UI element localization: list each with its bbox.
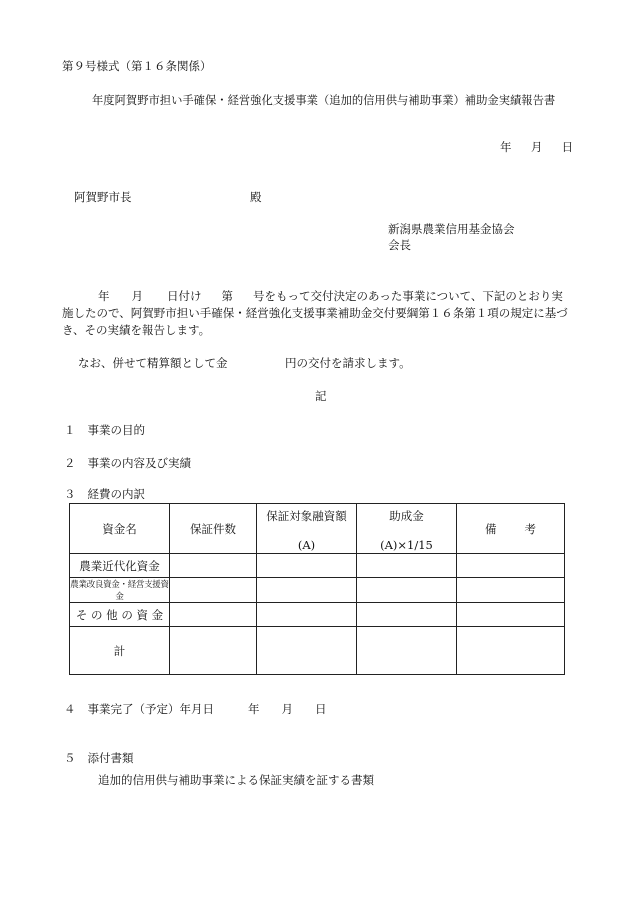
section-5 [64,752,134,766]
document-title: 年度阿賀野市担い手確保・経営強化支援事業（追加的信用供与補助事業）補助金実績報告書 [92,94,556,107]
cell-subsidy[interactable] [357,627,457,675]
header-guaranteed-amount [257,504,357,554]
section-5-detail: 追加的信用供与補助事業による保証実績を証する書類 [98,773,374,787]
header-subsidy-label: 助成金 [389,508,424,523]
body-para1-line2: 施したので、阿賀野市担い手確保・経営強化支援事業補助金交付要綱第１６条第１項の規定に基づ [62,306,568,320]
section-3-label: 経費の内訳 [87,487,145,501]
sender-title: 会長 [388,238,411,252]
date-month: 月 [530,140,543,154]
section-3-number: ３ [64,487,76,501]
table-row [70,627,565,675]
section-1 [64,424,145,438]
cell-guarantee-count[interactable] [170,603,257,627]
para1-year: 年 [98,289,110,303]
header-remarks-2: 考 [524,521,536,536]
section-4 [64,703,327,717]
body-para1-line3: き、その実績を報告します。 [62,323,211,337]
cell-guaranteed-amount[interactable] [257,627,357,675]
cell-subsidy[interactable] [357,603,457,627]
ki-marker: 記 [315,389,327,403]
cell-guaranteed-amount[interactable] [257,578,357,603]
section-1-label: 事業の目的 [87,423,145,437]
body-para2-suffix: 円の交付を請求します。 [285,356,411,370]
section-1-number: １ [64,423,76,437]
table-row [70,603,565,627]
section-4-year: 年 [248,702,260,716]
cell-remarks[interactable] [457,554,565,578]
header-guaranteed-amount-label: 保証対象融資額 [266,508,347,523]
cell-guaranteed-amount[interactable] [257,603,357,627]
form-number: 第９号様式（第１６条関係） [62,59,212,73]
cell-subsidy[interactable] [357,554,457,578]
table-row [70,554,565,578]
header-remarks-1: 備 [485,521,497,536]
row-label-other-fund: そ の 他 の 資 金 [70,603,170,627]
cell-guarantee-count[interactable] [170,578,257,603]
date-year: 年 [500,140,512,154]
section-2-number: ２ [64,456,76,470]
date-line [500,141,573,155]
para1-month: 月 [131,289,143,303]
header-fund-name: 資金名 [70,504,170,554]
addressee-honorific: 殿 [250,190,262,204]
cell-remarks[interactable] [457,578,565,603]
section-4-month: 月 [281,702,293,716]
body-para1-line1 [98,290,563,304]
section-4-label: 事業完了（予定）年月日 [87,702,214,716]
cell-remarks[interactable] [457,627,565,675]
sender-organization: 新潟県農業信用基金協会 [388,222,515,236]
row-label-modernization-fund: 農業近代化資金 [70,554,170,578]
section-3 [64,488,145,502]
expense-breakdown-table [69,503,565,675]
cell-guaranteed-amount[interactable] [257,554,357,578]
cell-remarks[interactable] [457,603,565,627]
header-guarantee-count: 保証件数 [170,504,257,554]
section-2-label: 事業の内容及び実績 [87,456,191,470]
para1-dated: 日付け [167,289,202,303]
header-subsidy [357,504,457,554]
para1-rest: 号をもって交付決定のあった事業について、下記のとおり実 [253,289,563,303]
cell-subsidy[interactable] [357,578,457,603]
header-guaranteed-amount-sub: (A) [297,537,316,552]
header-remarks [457,504,565,554]
section-5-number: ５ [64,751,76,765]
date-day: 日 [561,140,574,154]
cell-guarantee-count[interactable] [170,627,257,675]
para1-no: 第 [221,289,233,303]
header-subsidy-sub: (A)×1/15 [380,537,433,552]
row-label-total: 計 [70,627,170,675]
section-4-day: 日 [315,702,327,716]
table-header-row [70,504,565,554]
section-4-number: ４ [64,702,76,716]
table-row [70,578,565,603]
cell-guarantee-count[interactable] [170,554,257,578]
body-para2-prefix: なお、併せて精算額として金 [78,356,228,370]
addressee-name: 阿賀野市長 [74,190,132,204]
section-2 [64,457,191,471]
section-5-label: 添付書類 [87,751,134,765]
row-label-improvement-fund: 農業改良資金・経営支援資金 [70,578,170,603]
